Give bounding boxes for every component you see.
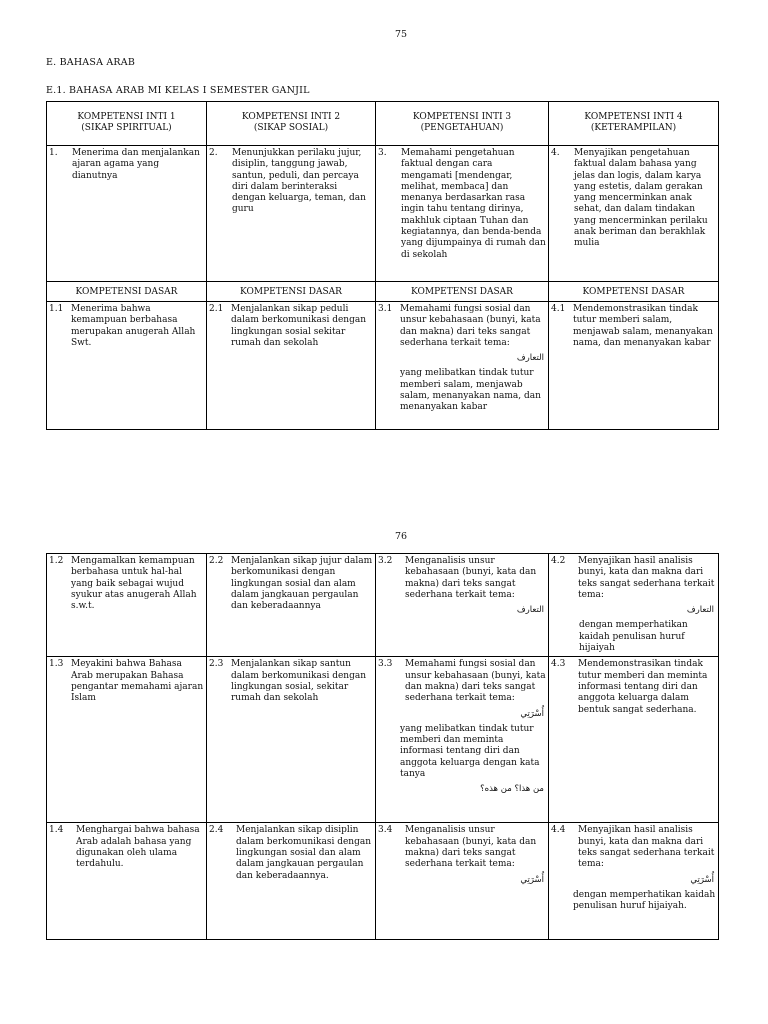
arabic-theme: التعارف	[516, 605, 544, 616]
kd-cell: 2.4 Menjalankan sikap disiplin dalam berkomunikasi dengan lingkungan sosial dan alam dalam jangkauan pergaulan dan keberadaannya.	[207, 823, 376, 940]
kd-row	[47, 554, 719, 657]
ki-cell: 1. Menerima dan menjalankan ajaran agama yang dianutnya	[47, 146, 207, 282]
kd-row	[47, 302, 719, 430]
ki-kd-table-2	[46, 553, 719, 940]
kd-cell: 1.4 Menghargai bahwa bahasa Arab adalah bahasa yang digunakan oleh ulama terdahulu.	[47, 823, 207, 940]
kd-header: KOMPETENSI DASAR	[47, 282, 207, 302]
kd-cell: 3.2 Menganalisis unsur kebahasaan (bunyi, kata dan makna) dari teks sangat sederhana terkait tema: التعارف	[376, 554, 549, 657]
kd-cell: 1.1 Menerima bahwa kemampuan berbahasa merupakan anugerah Allah Swt.	[47, 302, 207, 430]
kd-cell: 2.1 Menjalankan sikap peduli dalam berkomunikasi dengan lingkungan sosial sekitar rumah dan sekolah	[207, 302, 376, 430]
arabic-theme: أُسْرَتِي	[520, 708, 544, 719]
arabic-theme: التعارف	[516, 353, 544, 364]
kd-row	[47, 657, 719, 823]
kd-cell: 4.2 Menyajikan hasil analisis bunyi, kata dan makna dari teks sangat sederhana terkait tema: التعارف dengan memperhatikan kaidah penulisan huruf hijaiyah	[549, 554, 719, 657]
kd-header-row	[47, 282, 719, 302]
ki-header-3: KOMPETENSI INTI 3 (PENGETAHUAN)	[376, 102, 549, 146]
kd-row	[47, 823, 719, 940]
kd-cell: 4.1 Mendemonstrasikan tindak tutur memberi salam, menjawab salam, menanyakan nama, dan menanyakan kabar	[549, 302, 719, 430]
arabic-theme: أُسْرَتِي	[690, 874, 714, 885]
ki-header-row	[47, 102, 719, 146]
kd-cell: 1.2 Mengamalkan kemampuan berbahasa untuk hal-hal yang baik sebagai wujud syukur atas anugerah Allah s.w.t.	[47, 554, 207, 657]
kd-cell: 3.3 Memahami fungsi sosial dan unsur kebahasaan (bunyi, kata dan makna) dari teks sangat sederhana terkait tema: أُسْرَتِي yang melibatkan tindak tutur memberi dan meminta informasi tentang diri dan anggota keluarga dengan kata tanya من هذا؟ من هذه؟	[376, 657, 549, 823]
page-number: 76	[395, 531, 408, 542]
arabic-question-words: من هذا؟ من هذه؟	[480, 784, 544, 795]
kd-cell: 2.3 Menjalankan sikap santun dalam berkomunikasi dengan lingkungan sosial, sekitar rumah dan sekolah	[207, 657, 376, 823]
kd-header: KOMPETENSI DASAR	[376, 282, 549, 302]
section-heading: E. BAHASA ARAB	[46, 57, 136, 68]
kd-cell: 3.1 Memahami fungsi sosial dan unsur kebahasaan (bunyi, kata dan makna) dari teks sangat sederhana terkait tema: التعارف yang melibatkan tindak tutur memberi salam, menjawab salam, menanyakan nama, dan menanyakan kabar	[376, 302, 549, 430]
kd-cell: 1.3 Meyakini bahwa Bahasa Arab merupakan Bahasa pengantar memahami ajaran Islam	[47, 657, 207, 823]
arabic-theme: أُسْرَتِي	[520, 874, 544, 885]
ki-header-2: KOMPETENSI INTI 2 (SIKAP SOSIAL)	[207, 102, 376, 146]
kd-cell: 3.4 Menganalisis unsur kebahasaan (bunyi, kata dan makna) dari teks sangat sederhana terkait tema: أُسْرَتِي	[376, 823, 549, 940]
kd-header: KOMPETENSI DASAR	[549, 282, 719, 302]
page-number: 75	[395, 29, 408, 40]
kd-header: KOMPETENSI DASAR	[207, 282, 376, 302]
ki-cell: 4. Menyajikan pengetahuan faktual dalam bahasa yang jelas dan logis, dalam karya yang estetis, dalam gerakan yang mencerminkan anak sehat, dan dalam tindakan yang mencerminkan perilaku anak beriman dan berakhlak mulia	[549, 146, 719, 282]
kd-cell: 2.2 Menjalankan sikap jujur dalam berkomunikasi dengan lingkungan sosial dan alam dalam jangkauan pergaulan dan keberadaannya	[207, 554, 376, 657]
ki-kd-table-1	[46, 101, 719, 430]
ki-cell: 3. Memahami pengetahuan faktual dengan cara mengamati [mendengar, melihat, membaca] dan menanya berdasarkan rasa ingin tahu tentang dirinya, makhluk ciptaan Tuhan dan kegiatannya, dan benda-benda yang dijumpainya di rumah dan di sekolah	[376, 146, 549, 282]
kd-cell: 4.3 Mendemonstrasikan tindak tutur memberi dan meminta informasi tentang diri dan anggota keluarga dalam bentuk sangat sederhana.	[549, 657, 719, 823]
kd-cell: 4.4 Menyajikan hasil analisis bunyi, kata dan makna dari teks sangat sederhana terkait tema: أُسْرَتِي dengan memperhatikan kaidah penulisan huruf hijaiyah.	[549, 823, 719, 940]
ki-header-4: KOMPETENSI INTI 4 (KETERAMPILAN)	[549, 102, 719, 146]
ki-cell: 2. Menunjukkan perilaku jujur, disiplin, tanggung jawab, santun, peduli, dan percaya diri dalam berinteraksi dengan keluarga, teman, dan guru	[207, 146, 376, 282]
arabic-theme: التعارف	[686, 605, 714, 616]
subsection-heading: E.1. BAHASA ARAB MI KELAS I SEMESTER GANJIL	[46, 85, 310, 96]
ki-row	[47, 146, 719, 282]
ki-header-1: KOMPETENSI INTI 1 (SIKAP SPIRITUAL)	[47, 102, 207, 146]
